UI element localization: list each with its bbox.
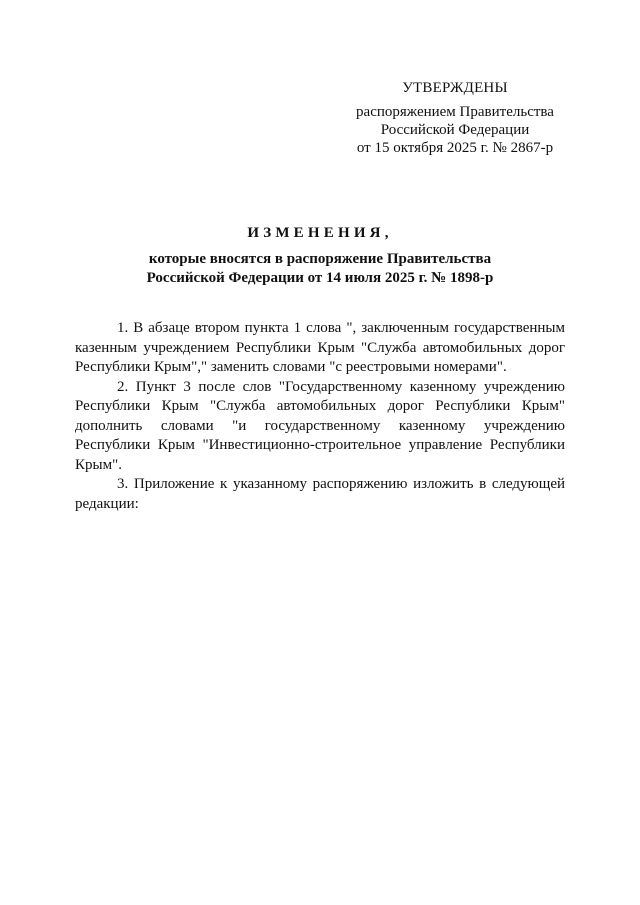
approval-line-2: Российской Федерации — [380, 122, 530, 138]
document-title — [75, 224, 565, 288]
paragraph-3: 3. Приложение к указанному распоряжению изложить в следующей редакции: — [75, 476, 565, 512]
title-subtitle-line-2: Российской Федерации от 14 июля 2025 г. № 1898-р — [146, 270, 494, 286]
approval-heading: УТВЕРЖДЕНЫ — [402, 80, 508, 96]
approval-line-1: распоряжением Правительства — [356, 104, 554, 120]
title-main: ИЗМЕНЕНИЯ, — [247, 225, 393, 241]
document-body — [75, 319, 565, 514]
title-subtitle-line-1: которые вносятся в распоряжение Правительства — [148, 251, 492, 267]
paragraph-1: 1. В абзаце втором пункта 1 слова ", заключенным государственным казенным учреждением Республики Крым "Служба автомобильных дорог Республики Крым"," заменить словами "с реестровыми номерами". — [75, 320, 565, 375]
paragraph-2: 2. Пункт 3 после слов "Государственному казенному учреждению Республики Крым "Служба автомобильных дорог Республики Крым" дополнить словами "и государственному казенному учреждению Республики Крым "Инвестиционно-строительное управление Республики Крым". — [75, 378, 565, 473]
approval-stamp — [340, 79, 570, 157]
approval-line-3: от 15 октября 2025 г. № 2867-р — [356, 140, 554, 156]
